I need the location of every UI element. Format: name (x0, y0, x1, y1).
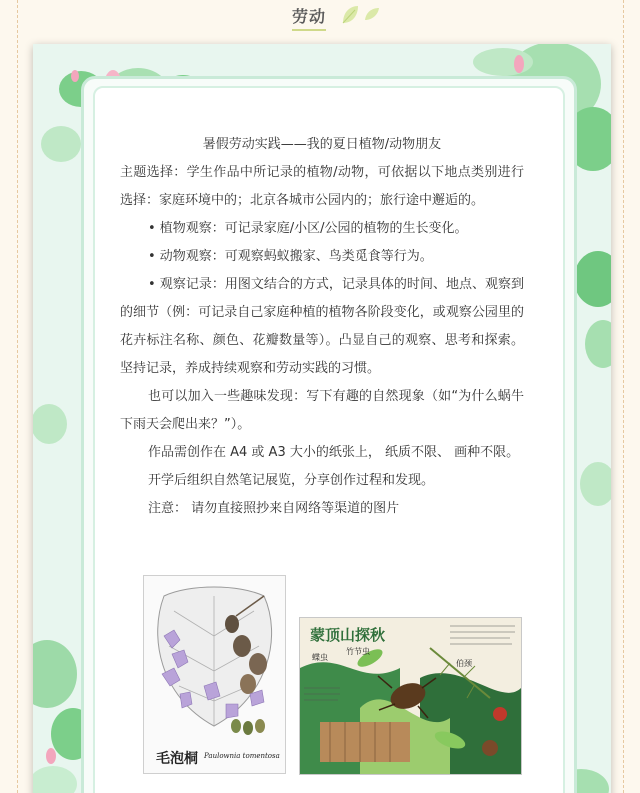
bullet-animal: • 动物观察：可观察蚂蚁搬家、鸟类觅食等行为。 (148, 249, 433, 264)
right-title: 蒙顶山探秋 (310, 626, 386, 644)
section-title: 劳动 (292, 7, 327, 26)
paulownia-note-image (143, 575, 286, 774)
paragraph-paper: 作品需创作在 A4 或 A3 大小的纸张上， 纸质不限、 画种不限。 (148, 445, 520, 460)
article-intro: 主题选择：学生作品中所记录的植物/动物，可依据以下地点类别进行选择：家庭环境中的；北京各城市公园内的；旅行途中邂逅的。 (120, 165, 524, 208)
bullet-plant: • 植物观察：可记录家庭/小区/公园的植物的生长变化。 (148, 221, 468, 236)
leaf-icon (363, 6, 381, 22)
bullet-record: • 观察记录：用图文结合的方式，记录具体的时间、地点、观察到的细节（例：可记录自己家庭种植的植物各阶段变化，或观察公园里的花卉标注名称、颜色、花瓣数量等）。凸显自己的观察、思考和探索。坚持记录，养成持续观察和劳动实践的习惯。 (120, 277, 524, 376)
leaf-icon (340, 4, 360, 26)
paulownia-illustration (144, 576, 285, 773)
autumn-exploration-image (299, 617, 522, 775)
article-heading: 暑假劳动实践——我的夏日植物/动物朋友 (202, 137, 442, 152)
section-header (0, 0, 640, 40)
paragraph-exhibit: 开学后组织自然笔记展览，分享创作过程和发现。 (148, 473, 435, 488)
left-dashed-border (17, 0, 18, 793)
activity-card (33, 44, 611, 793)
paragraph-fun: 也可以加入一些趣味发现：写下有趣的自然现象（如“为什么蜗牛下雨天会爬出来？”）。 (120, 389, 524, 432)
left-caption: 毛泡桐 (156, 751, 198, 767)
right-dashed-border (623, 0, 624, 793)
right-label-3: 伯颈 (456, 659, 472, 668)
right-label-1: 蝶虫 (312, 653, 328, 662)
left-latin-name: Paulownia tomentosa (204, 752, 280, 760)
article-body (120, 131, 524, 523)
paragraph-notice: 注意： 请勿直接照抄来自网络等渠道的图片 (148, 501, 400, 516)
title-underline (292, 29, 326, 31)
right-label-2: 竹节虫 (346, 647, 370, 656)
